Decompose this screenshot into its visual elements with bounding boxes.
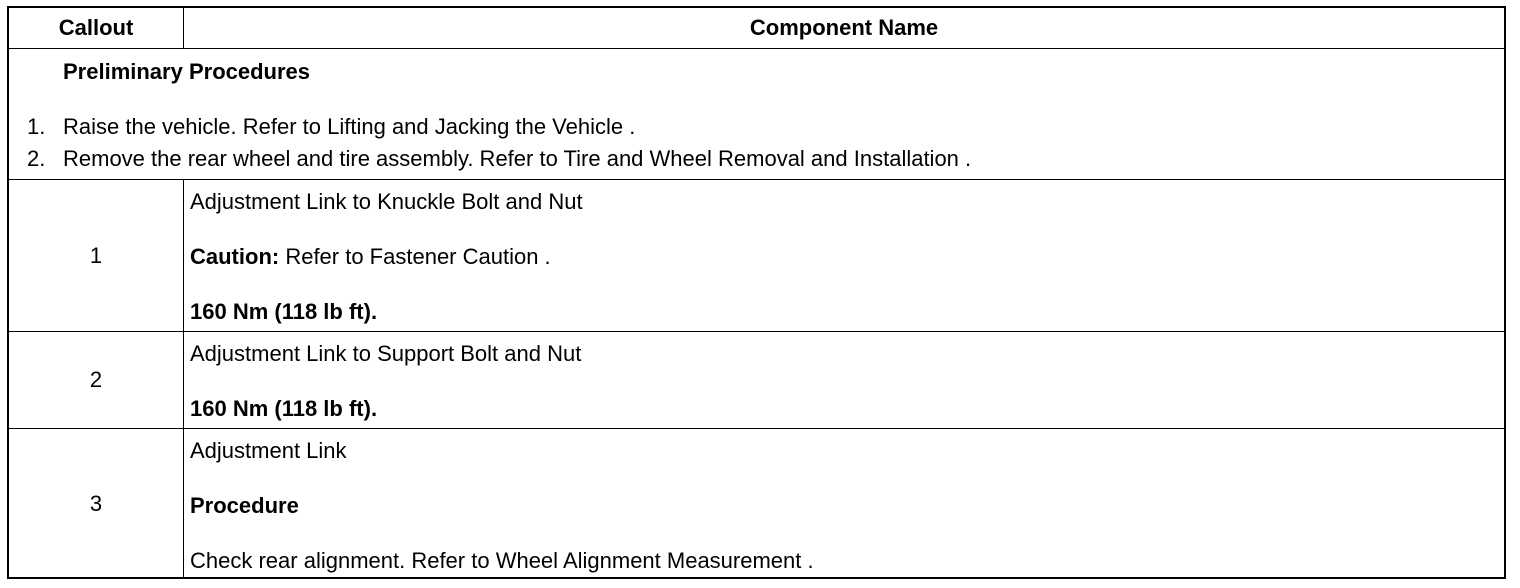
torque-spec: 160 Nm (118 lb ft). [190,396,378,421]
component-cell [184,429,1504,579]
step-number: 1. [27,114,46,139]
component-cell [184,180,1504,331]
component-name: Adjustment Link to Knuckle Bolt and Nut [190,189,583,214]
table-row [9,180,1504,332]
preliminary-step [27,114,635,140]
preliminary-procedures-row [9,49,1504,180]
torque-spec: 160 Nm (118 lb ft). [190,299,378,324]
callout-number: 2 [89,367,103,392]
caution-line [190,244,551,270]
table-header-row [9,8,1504,49]
component-name: Adjustment Link [190,438,347,463]
preliminary-procedures-title: Preliminary Procedures [63,59,311,84]
table-row [9,429,1504,579]
component-cell [184,332,1504,428]
caution-label: Caution: [190,244,280,269]
step-text: Remove the rear wheel and tire assembly. Refer to Tire and Wheel Removal and Installation . [63,146,972,171]
callout-cell [9,332,184,428]
callout-number: 1 [89,242,103,268]
callout-cell [9,429,184,579]
callout-column-header [9,8,184,48]
caution-text: Refer to Fastener Caution . [279,244,551,269]
step-number: 2. [27,146,46,171]
procedure-label: Procedure [190,493,299,518]
callout-header-label: Callout [58,15,134,40]
component-name: Adjustment Link to Support Bolt and Nut [190,341,582,366]
step-text: Raise the vehicle. Refer to Lifting and Jacking the Vehicle . [63,114,636,139]
table-row [9,332,1504,429]
procedure-text: Check rear alignment. Refer to Wheel Alignment Measurement . [190,548,814,573]
callout-cell [9,180,184,331]
preliminary-step [27,146,971,172]
component-header-label: Component Name [749,15,939,40]
callout-number: 3 [89,491,103,516]
component-column-header [184,8,1504,48]
component-table [7,6,1506,579]
